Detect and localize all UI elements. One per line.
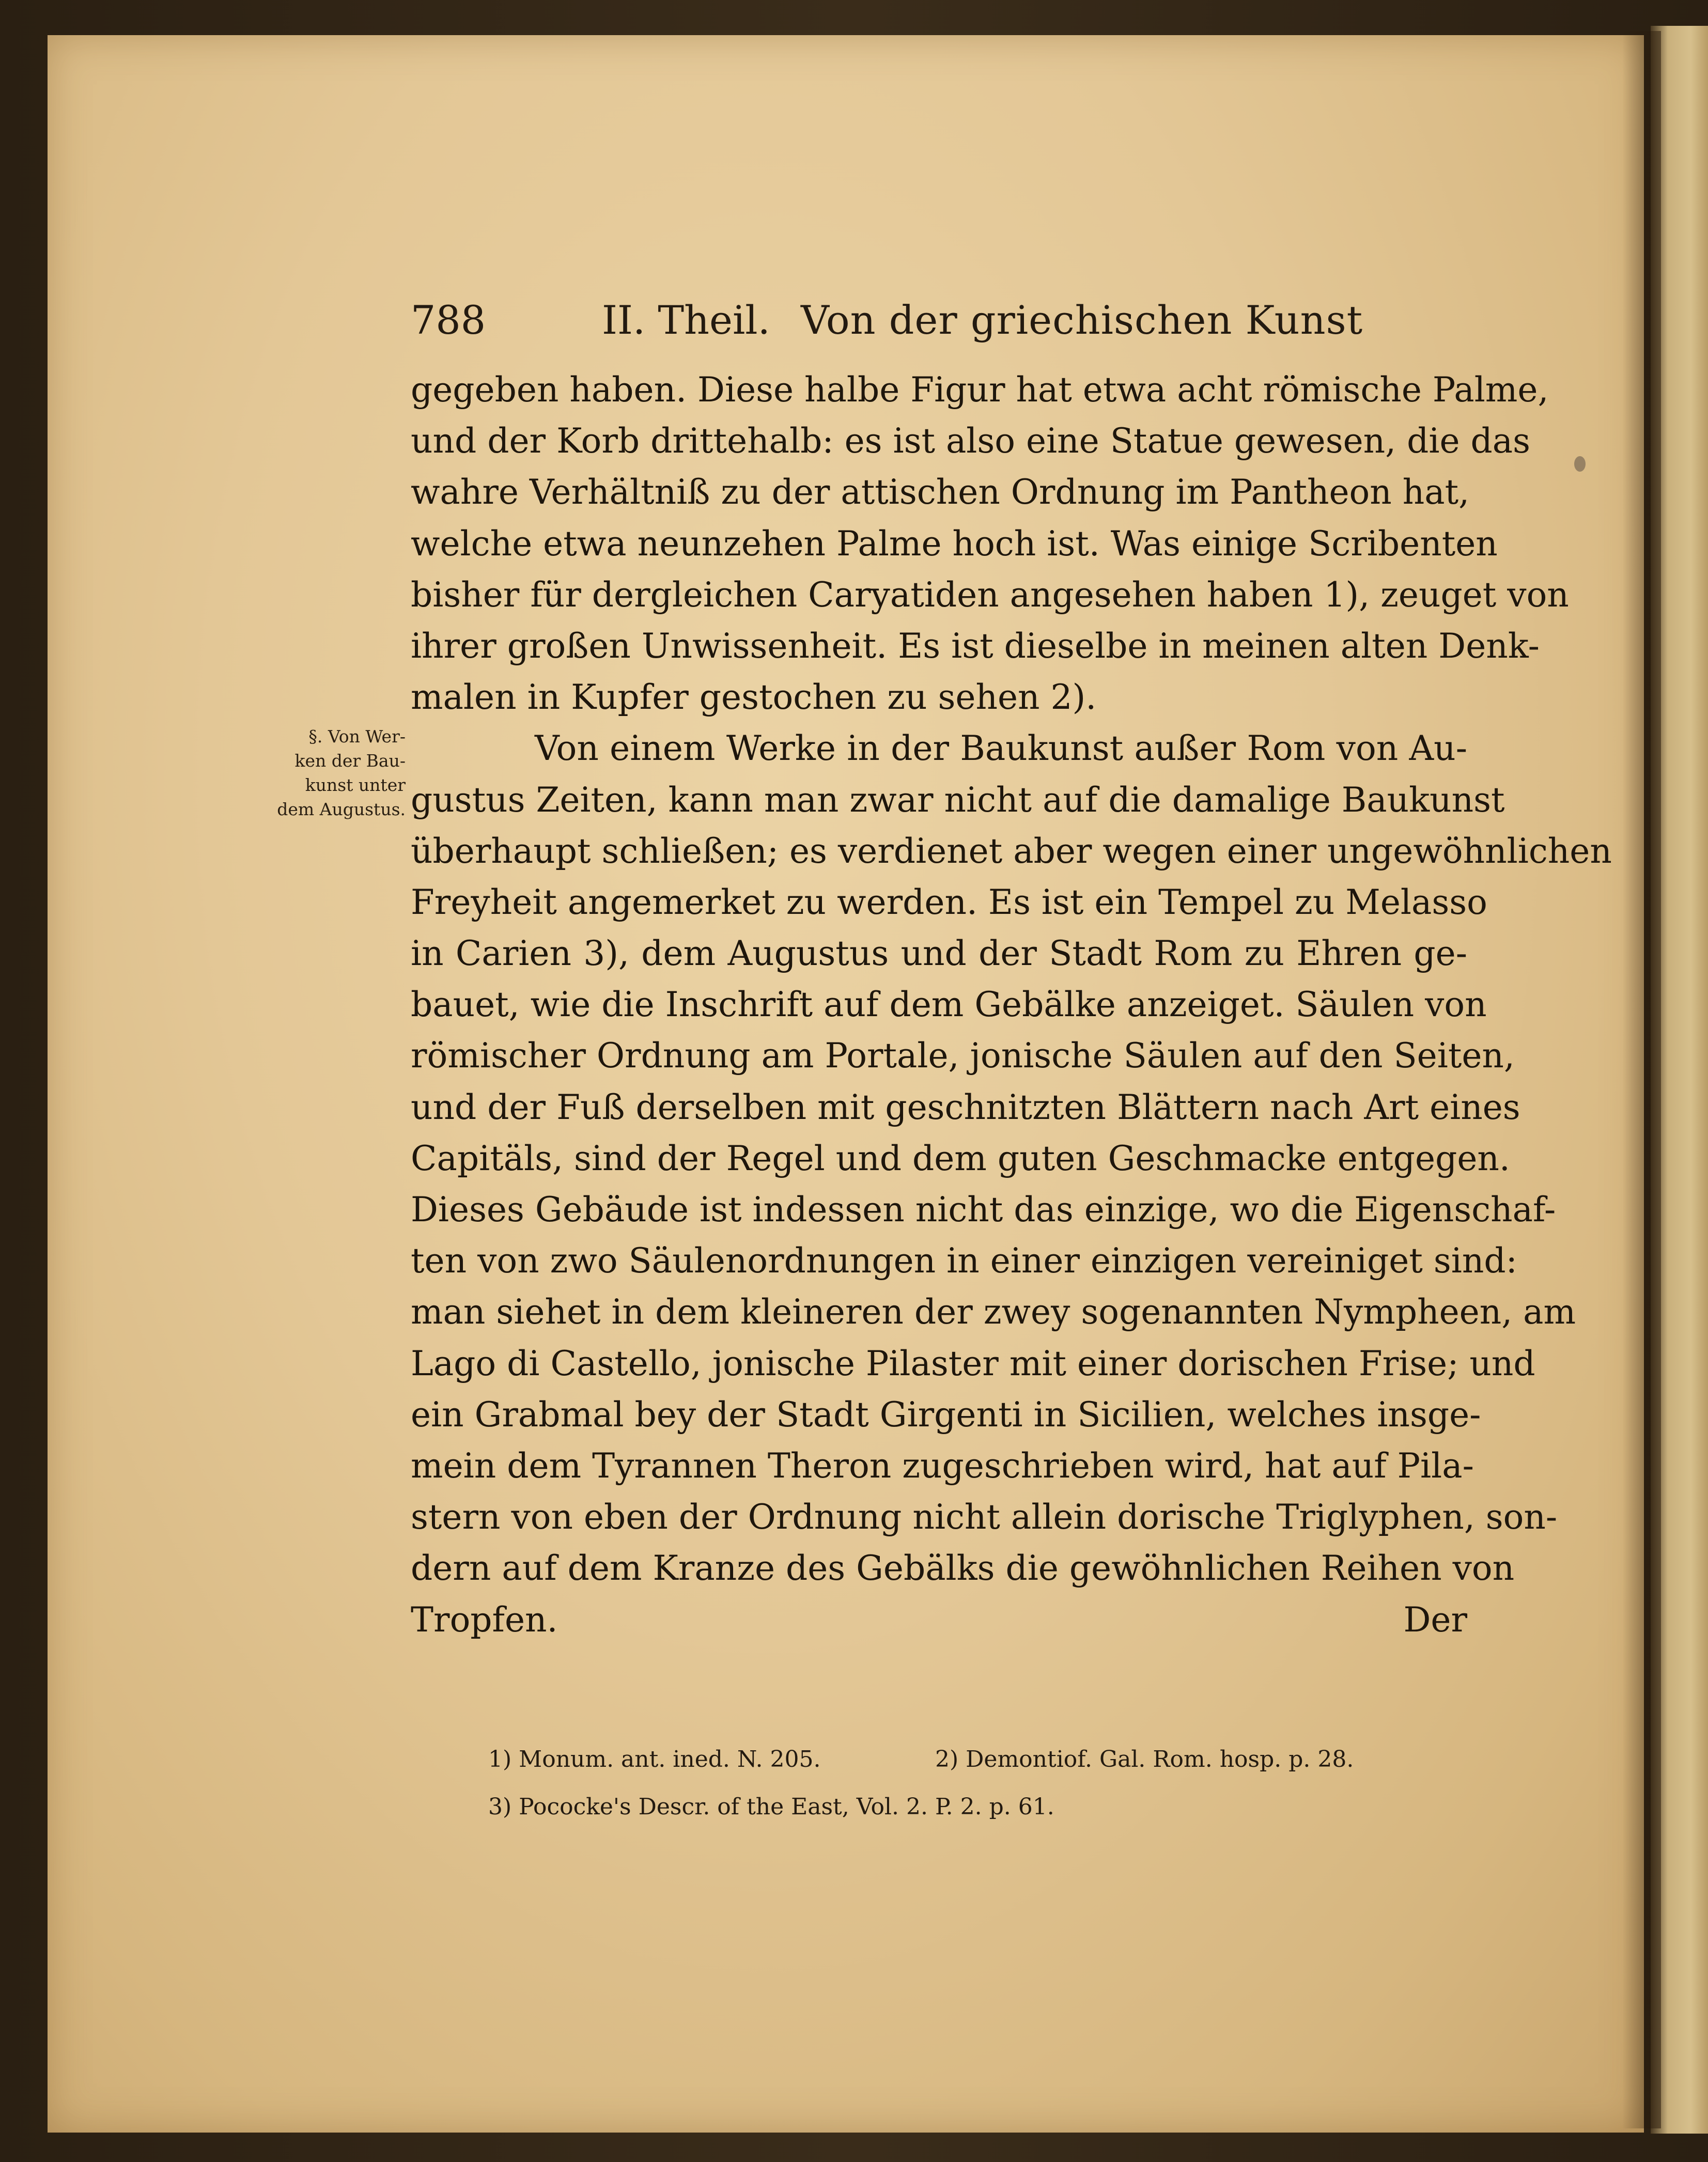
text-line: Dieses Gebäude ist indessen nicht das einzige, wo die Eigenschaf- xyxy=(411,1190,1556,1230)
text-line: Tropfen. xyxy=(411,1599,558,1640)
marginal-line: kunst unter xyxy=(305,775,406,795)
text-line: mein dem Tyrannen Theron zugeschrieben wird, hat auf Pila- xyxy=(411,1445,1474,1486)
footnote-1: 1) Monum. ant. ined. N. 205. xyxy=(488,1746,821,1772)
footnotes xyxy=(488,1736,1465,1831)
text-line: welche etwa neunzehen Palme hoch ist. Was einige Scribenten xyxy=(411,523,1498,564)
paragraph-start-line: Von einem Werke in der Baukunst außer Rom von Au- xyxy=(535,728,1467,769)
footnote-3: 3) Pococke's Descr. of the East, Vol. 2. P. 2. p. 61. xyxy=(488,1794,1054,1820)
page-title: Von der griechischen Kunst xyxy=(801,297,1363,343)
text-line: ihrer großen Unwissenheit. Es ist dieselbe in meinen alten Denk- xyxy=(411,626,1540,666)
text-line: ein Grabmal bey der Stadt Girgenti in Sicilien, welches insge- xyxy=(411,1394,1481,1435)
marginal-note xyxy=(232,724,406,821)
text-line: Lago di Castello, jonische Pilaster mit einer dorischen Frise; und xyxy=(411,1343,1535,1383)
part-label: II. Theil. xyxy=(602,297,770,343)
catchword: Der xyxy=(1403,1599,1467,1640)
text-line: stern von eben der Ordnung nicht allein dorische Triglyphen, son- xyxy=(411,1497,1558,1537)
gutter-shadow xyxy=(1622,31,1661,2128)
marginal-line: dem Augustus. xyxy=(277,799,406,819)
footnote-row xyxy=(488,1783,1465,1831)
text-line: ten von zwo Säulenordnungen in einer einzigen vereiniget sind: xyxy=(411,1241,1517,1281)
marginal-line: ken der Bau- xyxy=(294,751,406,771)
page-number: 788 xyxy=(411,297,486,343)
text-line: malen in Kupfer gestochen zu sehen 2). xyxy=(411,677,1097,718)
marginal-line: §. Von Wer- xyxy=(308,726,406,746)
text-line: bauet, wie die Inschrift auf dem Gebälke anzeiget. Säulen von xyxy=(411,985,1487,1025)
text-line: Capitäls, sind der Regel und dem guten Geschmacke entgegen. xyxy=(411,1138,1510,1178)
text-line: gustus Zeiten, kann man zwar nicht auf die damalige Baukunst xyxy=(411,780,1505,820)
text-line: römischer Ordnung am Portale, jonische Säulen auf den Seiten, xyxy=(411,1036,1515,1076)
text-line: bisher für dergleichen Caryatiden angesehen haben 1), zeuget von xyxy=(411,574,1569,615)
text-line: und der Korb drittehalb: es ist also eine Statue gewesen, die das xyxy=(411,421,1530,461)
text-line: Freyheit angemerket zu werden. Es ist ein Tempel zu Melasso xyxy=(411,882,1487,922)
text-line: man siehet in dem kleineren der zwey sogenannten Nympheen, am xyxy=(411,1292,1576,1332)
paper-stain xyxy=(1574,456,1586,472)
footnote-row xyxy=(488,1736,1465,1783)
text-line: in Carien 3), dem Augustus und der Stadt Rom zu Ehren ge- xyxy=(411,934,1467,974)
text-line: gegeben haben. Diese halbe Figur hat etwa acht römische Palme, xyxy=(411,370,1549,410)
last-text-line xyxy=(411,1594,1467,1645)
text-line: dern auf dem Kranze des Gebälks die gewöhnlichen Reihen von xyxy=(411,1548,1515,1589)
text-line: und der Fuß derselben mit geschnitzten Blättern nach Art eines xyxy=(411,1087,1520,1127)
footnote-2: 2) Demontiof. Gal. Rom. hosp. p. 28. xyxy=(935,1746,1354,1772)
text-line: wahre Verhältniß zu der attischen Ordnung im Pantheon hat, xyxy=(411,472,1470,512)
body-text xyxy=(411,364,1612,1645)
running-head xyxy=(411,292,1363,349)
text-line: überhaupt schließen; es verdienet aber wegen einer ungewöhnlichen xyxy=(411,831,1612,871)
